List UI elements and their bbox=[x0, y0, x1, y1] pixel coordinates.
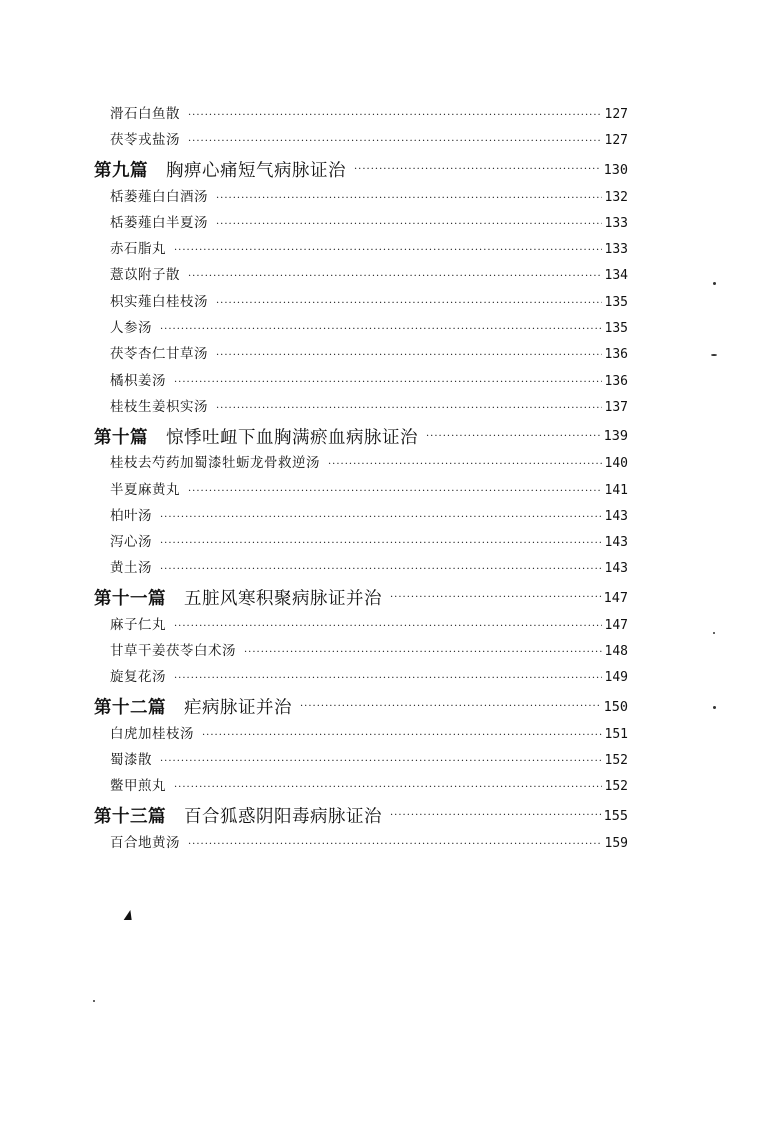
dot-leader bbox=[216, 219, 602, 230]
page-number: 135 bbox=[604, 321, 628, 337]
dot-leader bbox=[354, 164, 601, 175]
dot-leader bbox=[160, 756, 602, 767]
page-number: 132 bbox=[604, 189, 628, 205]
dot-leader bbox=[174, 621, 602, 632]
page-number: 151 bbox=[604, 726, 628, 742]
chapter-heading bbox=[94, 424, 418, 449]
chapter-number: 第十一篇 bbox=[94, 589, 166, 610]
page-number: 143 bbox=[604, 535, 628, 551]
dot-leader bbox=[174, 245, 602, 256]
chapter-title: 惊悸吐衄下血胸满瘀血病脉证治 bbox=[166, 427, 418, 448]
page-number: 143 bbox=[604, 561, 628, 577]
ink-mark bbox=[124, 910, 135, 920]
page-number: 127 bbox=[604, 107, 628, 122]
entry-title: 柏叶汤 bbox=[110, 507, 152, 524]
toc-entry bbox=[94, 263, 628, 289]
chapter-title: 百合狐惑阴阳毒病脉证治 bbox=[184, 807, 382, 828]
page-number: 141 bbox=[604, 482, 628, 498]
dot-leader bbox=[216, 350, 602, 361]
scan-speck bbox=[713, 706, 716, 709]
dot-leader bbox=[160, 324, 602, 335]
entry-title: 白虎加桂枝汤 bbox=[110, 725, 194, 742]
toc-entry bbox=[94, 237, 628, 263]
toc-entry bbox=[94, 128, 628, 154]
page-number: 135 bbox=[604, 294, 628, 310]
entry-title: 鳖甲煎丸 bbox=[110, 778, 166, 795]
toc-entry bbox=[94, 556, 628, 582]
toc-entry bbox=[94, 185, 628, 211]
toc-entry bbox=[94, 665, 628, 691]
entry-title: 旋复花汤 bbox=[110, 669, 166, 686]
scan-speck bbox=[93, 1000, 95, 1002]
dot-leader bbox=[174, 377, 602, 388]
page-number: 150 bbox=[603, 698, 628, 715]
entry-title: 栝蒌薤白半夏汤 bbox=[110, 214, 208, 231]
page-number: 143 bbox=[604, 508, 628, 524]
dot-leader bbox=[174, 673, 602, 684]
toc-entry bbox=[94, 342, 628, 368]
chapter-title: 疟病脉证并治 bbox=[184, 698, 292, 719]
entry-title: 桂枝去芍药加蜀漆牡蛎龙骨救逆汤 bbox=[110, 455, 320, 472]
chapter-number: 第九篇 bbox=[94, 161, 148, 182]
page-number: 152 bbox=[604, 752, 628, 768]
entry-title: 蜀漆散 bbox=[110, 751, 152, 768]
entry-title: 橘枳姜汤 bbox=[110, 372, 166, 389]
chapter-heading bbox=[94, 803, 382, 828]
toc-entry bbox=[94, 290, 628, 316]
page-number: 133 bbox=[604, 215, 628, 231]
page-number: 130 bbox=[603, 161, 628, 178]
dot-leader bbox=[216, 298, 602, 309]
toc-entry bbox=[94, 395, 628, 421]
page-number: 137 bbox=[604, 399, 628, 415]
entry-title: 茯苓戎盐汤 bbox=[110, 132, 180, 149]
scan-speck bbox=[713, 632, 715, 634]
chapter-heading bbox=[94, 585, 382, 610]
dot-leader bbox=[390, 810, 601, 821]
dot-leader bbox=[216, 193, 602, 204]
toc-entry bbox=[94, 613, 628, 639]
entry-title: 泻心汤 bbox=[110, 534, 152, 551]
dot-leader bbox=[244, 647, 602, 658]
dot-leader bbox=[202, 730, 602, 741]
toc-entry bbox=[94, 211, 628, 237]
table-of-contents bbox=[94, 102, 628, 857]
page-number: 139 bbox=[603, 428, 628, 445]
page-number: 155 bbox=[603, 807, 628, 824]
chapter-title: 胸痹心痛短气病脉证治 bbox=[166, 161, 346, 182]
entry-title: 桂枝生姜枳实汤 bbox=[110, 398, 208, 415]
page-number: 152 bbox=[604, 779, 628, 795]
entry-title: 茯苓杏仁甘草汤 bbox=[110, 346, 208, 363]
dot-leader bbox=[188, 839, 602, 850]
dot-leader bbox=[188, 136, 602, 147]
entry-title: 人参汤 bbox=[110, 320, 152, 337]
entry-title: 甘草干姜茯苓白术汤 bbox=[110, 643, 236, 660]
page-number: 148 bbox=[604, 644, 628, 660]
dot-leader bbox=[390, 592, 601, 603]
toc-chapter bbox=[94, 421, 628, 451]
toc-entry bbox=[94, 639, 628, 665]
page-number: 127 bbox=[604, 133, 628, 149]
page-number: 149 bbox=[604, 670, 628, 686]
dot-leader bbox=[426, 431, 601, 442]
toc-chapter bbox=[94, 801, 628, 831]
dot-leader bbox=[160, 512, 602, 523]
toc-chapter bbox=[94, 583, 628, 613]
toc-entry bbox=[94, 722, 628, 748]
entry-title: 百合地黄汤 bbox=[110, 834, 180, 851]
toc-entry bbox=[94, 530, 628, 556]
chapter-number: 第十二篇 bbox=[94, 698, 166, 719]
dot-leader bbox=[328, 459, 602, 470]
dot-leader bbox=[160, 564, 602, 575]
entry-title: 滑石白鱼散 bbox=[110, 106, 180, 122]
toc-entry bbox=[94, 316, 628, 342]
entry-title: 枳实薤白桂枝汤 bbox=[110, 293, 208, 310]
toc-chapter bbox=[94, 155, 628, 185]
dot-leader bbox=[300, 701, 601, 712]
page-number: 159 bbox=[604, 835, 628, 851]
page-number: 134 bbox=[604, 268, 628, 284]
toc-entry bbox=[94, 369, 628, 395]
page-number: 147 bbox=[604, 617, 628, 633]
entry-title: 黄土汤 bbox=[110, 560, 152, 577]
toc-entry bbox=[94, 504, 628, 530]
entry-title: 麻子仁丸 bbox=[110, 616, 166, 633]
page-number: 136 bbox=[604, 347, 628, 363]
chapter-number: 第十三篇 bbox=[94, 807, 166, 828]
page-number: 140 bbox=[604, 456, 628, 472]
page-number: 133 bbox=[604, 242, 628, 258]
dot-leader bbox=[216, 403, 602, 414]
toc-entry bbox=[94, 478, 628, 504]
toc-entry bbox=[94, 774, 628, 800]
toc-entry bbox=[94, 102, 628, 128]
chapter-number: 第十篇 bbox=[94, 427, 148, 448]
entry-title: 半夏麻黄丸 bbox=[110, 481, 180, 498]
dot-leader bbox=[188, 486, 602, 497]
toc-entry bbox=[94, 451, 628, 477]
toc-chapter bbox=[94, 692, 628, 722]
entry-title: 薏苡附子散 bbox=[110, 267, 180, 284]
dot-leader bbox=[160, 538, 602, 549]
chapter-heading bbox=[94, 694, 292, 719]
chapter-heading bbox=[94, 157, 346, 182]
scan-speck bbox=[711, 354, 717, 356]
entry-title: 赤石脂丸 bbox=[110, 241, 166, 258]
chapter-title: 五脏风寒积聚病脉证并治 bbox=[184, 589, 382, 610]
entry-title: 栝蒌薤白白酒汤 bbox=[110, 188, 208, 205]
toc-entry bbox=[94, 831, 628, 857]
scan-speck bbox=[713, 282, 716, 285]
dot-leader bbox=[188, 271, 602, 282]
page-number: 147 bbox=[603, 589, 628, 606]
dot-leader bbox=[188, 110, 602, 121]
toc-entry bbox=[94, 748, 628, 774]
dot-leader bbox=[174, 782, 602, 793]
page-number: 136 bbox=[604, 373, 628, 389]
